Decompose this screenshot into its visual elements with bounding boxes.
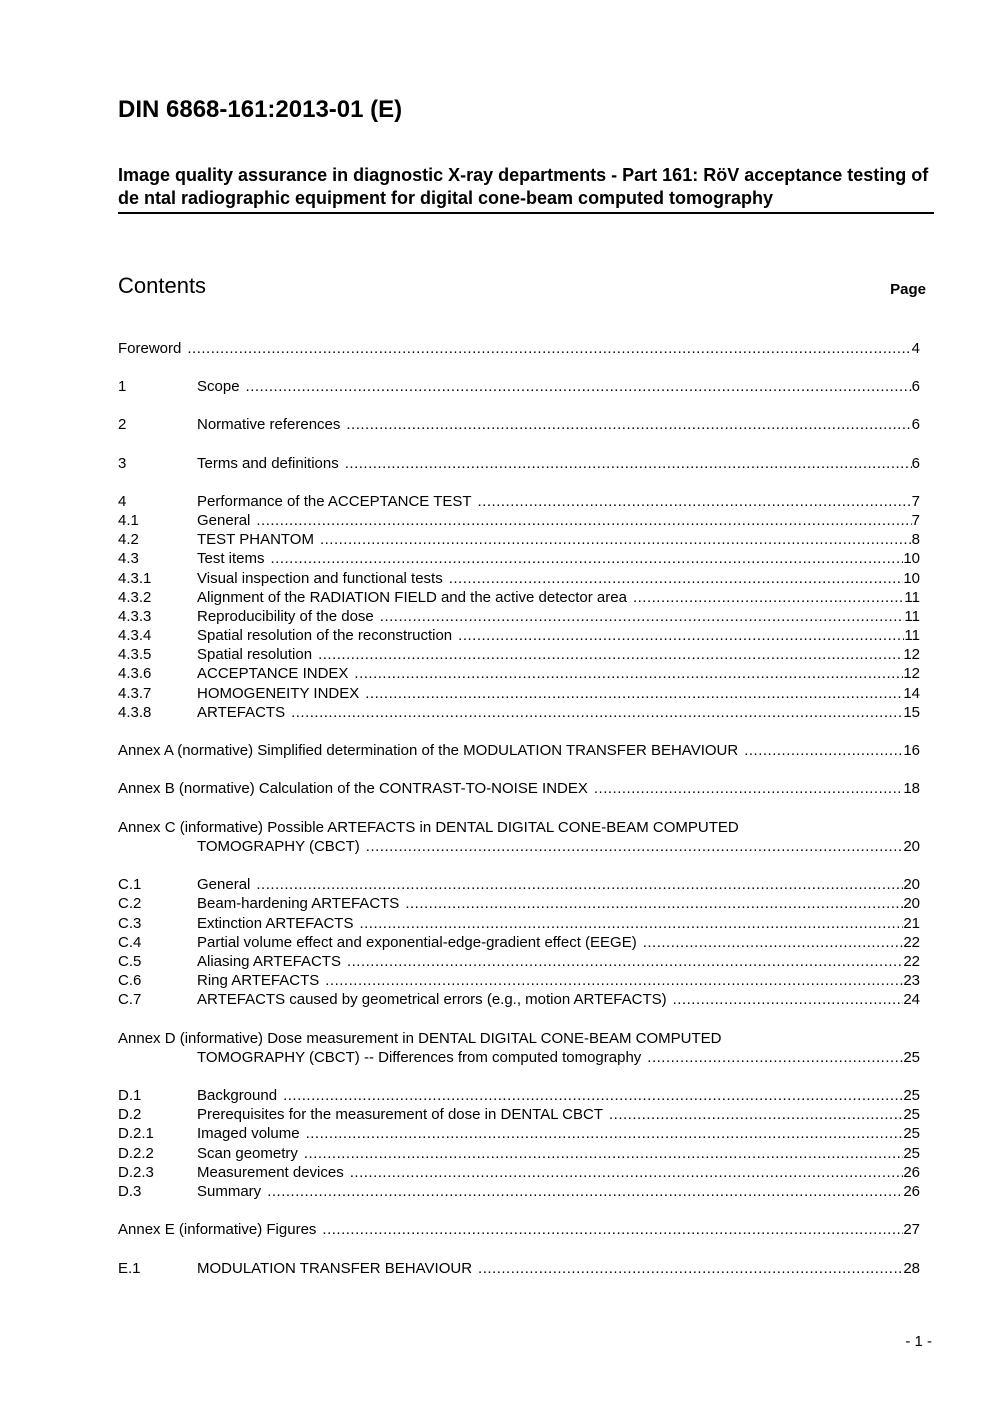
toc-entry-title: MODULATION TRANSFER BEHAVIOUR [197,1260,473,1277]
toc-entry-number: D.2 [118,1106,142,1123]
toc-entry-number: 4.3.6 [118,665,152,682]
toc-entry-number: 4.2 [118,531,139,548]
toc-entry-4-1[interactable] [118,511,920,530]
toc-entry-number: C.2 [118,895,142,912]
toc-entry-4-3-3[interactable] [118,607,920,626]
leader-dots [405,894,903,913]
leader-dots [283,1086,903,1105]
toc-entry-number: C.3 [118,915,142,932]
toc-entry-title: ARTEFACTS [197,704,286,721]
leader-dots [320,530,912,549]
leader-dots [318,645,903,664]
toc-entry-page: 25 [903,1049,920,1066]
toc-entry-4-3-1[interactable] [118,569,920,588]
toc-entry-page: 11 [904,589,920,606]
toc-entry-page: 20 [903,895,920,912]
toc-entry-number: 4.3.7 [118,685,152,702]
leader-dots [478,1259,903,1278]
toc-entry-title: Annex A (normative) Simplified determination of the MODULATION TRANSFER BEHAVIOUR [118,742,739,759]
toc-entry-number: C.5 [118,953,142,970]
toc-entry-title: Reproducibility of the dose [197,608,374,625]
document-id: DIN 6868-161:2013-01 (E) [118,96,403,123]
toc-entry-terms-definitions[interactable] [118,454,920,473]
toc-entry-title: Test items [197,550,265,567]
leader-dots [594,779,903,798]
toc-entry-page: 11 [904,608,920,625]
toc-entry-normative-references[interactable] [118,415,920,434]
toc-entry-page: 11 [904,627,920,644]
toc-entry-title: Prerequisites for the measurement of dose in DENTAL CBCT [197,1106,603,1123]
toc-entry-number: 4 [118,493,127,510]
toc-entry-d-2-1[interactable] [118,1124,920,1143]
leader-dots [291,703,903,722]
leader-dots [609,1105,903,1124]
toc-entry-title: Terms and definitions [197,455,339,472]
leader-dots [325,971,903,990]
toc-entry-title: Imaged volume [197,1125,300,1142]
toc-entry-number: C.7 [118,991,142,1008]
toc-entry-number: 4.3 [118,550,139,567]
toc-entry-c-7[interactable] [118,990,920,1009]
toc-entry-number: 4.1 [118,512,139,529]
toc-entry-annex-d[interactable] [118,1048,920,1067]
toc-entry-page: 22 [903,953,920,970]
toc-entry-title: TEST PHANTOM [197,531,314,548]
leader-dots [256,875,903,894]
toc-entry-title: Ring ARTEFACTS [197,972,320,989]
toc-entry-number: D.2.1 [118,1125,154,1142]
page-number: - 1 - [905,1333,932,1350]
toc-entry-title: HOMOGENEITY INDEX [197,685,360,702]
toc-entry-title: Beam-hardening ARTEFACTS [197,895,400,912]
toc-entry-annex-d-line1[interactable]: Annex D (informative) Dose measurement in DENTAL DIGITAL CONE-BEAM COMPUTED [118,1030,722,1047]
leader-dots [380,607,905,626]
toc-entry-4-3-2[interactable] [118,588,920,607]
toc-entry-title: Annex B (normative) Calculation of the CONTRAST-TO-NOISE INDEX [118,780,588,797]
toc-entry-number: E.1 [118,1260,141,1277]
toc-entry-title: Partial volume effect and exponential-edge-gradient effect (EEGE) [197,934,637,951]
toc-entry-d-2-3[interactable] [118,1163,920,1182]
document-title: Image quality assurance in diagnostic X-ray departments - Part 161: RöV acceptance testing of de ntal radiographic equipment for digital cone-beam computed tomography [118,164,934,214]
toc-entry-page: 7 [911,512,920,529]
toc-entry-page: 28 [903,1260,920,1277]
toc-entry-title: Annex E (informative) Figures [118,1221,317,1238]
toc-entry-number: 2 [118,416,127,433]
toc-entry-number: 4.3.8 [118,704,152,721]
toc-entry-title: TOMOGRAPHY (CBCT) [197,838,360,855]
toc-entry-number: D.3 [118,1183,142,1200]
toc-entry-4-3-5[interactable] [118,645,920,664]
toc-entry-c-2[interactable] [118,894,920,913]
toc-entry-annex-b[interactable] [118,779,920,798]
leader-dots [304,1144,903,1163]
toc-entry-e-1[interactable] [118,1259,920,1278]
toc-entry-scope[interactable] [118,377,920,396]
toc-entry-number: 4.3.5 [118,646,152,663]
toc-entry-title: Performance of the ACCEPTANCE TEST [197,493,472,510]
toc-entry-annex-c[interactable] [118,837,920,856]
toc-entry-page: 6 [911,455,920,472]
toc-entry-annex-a[interactable] [118,741,920,760]
toc-entry-page: 20 [903,838,920,855]
leader-dots [643,933,904,952]
toc-entry-title: TOMOGRAPHY (CBCT) -- Differences from computed tomography [197,1049,642,1066]
toc-entry-title: Normative references [197,416,341,433]
toc-entry-4-3-7[interactable] [118,684,920,703]
toc-entry-page: 6 [911,378,920,395]
toc-entry-c-6[interactable] [118,971,920,990]
toc-entry-page: 12 [903,646,920,663]
toc-entry-d-2[interactable] [118,1105,920,1124]
toc-entry-page: 10 [903,550,920,567]
toc-entry-number: 4.3.3 [118,608,152,625]
toc-entry-title: Alignment of the RADIATION FIELD and the active detector area [197,589,627,606]
leader-dots [256,511,911,530]
toc-entry-title: Spatial resolution [197,646,313,663]
toc-entry-title: Extinction ARTEFACTS [197,915,354,932]
leader-dots [633,588,904,607]
toc-entry-page: 25 [903,1145,920,1162]
toc-entry-d-3[interactable] [118,1182,920,1201]
leader-dots [478,492,912,511]
toc-entry-4-3[interactable] [118,549,920,568]
toc-entry-4-3-8[interactable] [118,703,920,722]
leader-dots [359,914,903,933]
toc-entry-page: 26 [903,1164,920,1181]
toc-entry-page: 23 [903,972,920,989]
toc-entry-number: 1 [118,378,127,395]
toc-entry-c-4[interactable] [118,933,920,952]
toc-entry-page: 10 [903,570,920,587]
toc-entry-page: 25 [903,1087,920,1104]
toc-entry-page: 8 [911,531,920,548]
leader-dots [365,684,903,703]
toc-entry-page: 15 [903,704,920,721]
toc-entry-page: 26 [903,1183,920,1200]
toc-entry-number: 4.3.1 [118,570,152,587]
toc-entry-page: 18 [903,780,920,797]
toc-entry-title: ACCEPTANCE INDEX [197,665,349,682]
toc-entry-page: 7 [911,493,920,510]
toc-entry-number: C.6 [118,972,142,989]
leader-dots [246,377,912,396]
toc-entry-page: 14 [903,685,920,702]
toc-entry-number: 4.3.2 [118,589,152,606]
toc-entry-title: Visual inspection and functional tests [197,570,443,587]
leader-dots [271,549,904,568]
toc-entry-title: Scope [197,378,240,395]
toc-entry-page: 20 [903,876,920,893]
toc-entry-page: 22 [903,934,920,951]
toc-entry-number: D.2.3 [118,1164,154,1181]
toc-entry-title: General [197,512,251,529]
toc-entry-d-2-2[interactable] [118,1144,920,1163]
toc-entry-page: 27 [903,1221,920,1238]
toc-entry-foreword[interactable] [118,339,920,358]
toc-entry-4-2[interactable] [118,530,920,549]
toc-entry-number: D.1 [118,1087,142,1104]
leader-dots [347,952,903,971]
leader-dots [449,569,904,588]
toc-entry-number: 4.3.4 [118,627,152,644]
page-column-label: Page [890,281,926,298]
leader-dots [267,1182,903,1201]
toc-entry-title: Scan geometry [197,1145,298,1162]
toc-entry-acceptance-test[interactable] [118,492,920,511]
toc-entry-number: C.4 [118,934,142,951]
leader-dots [458,626,904,645]
toc-entry-title: Background [197,1087,278,1104]
toc-entry-page: 25 [903,1125,920,1142]
toc-entry-c-1[interactable] [118,875,920,894]
toc-entry-c-3[interactable] [118,914,920,933]
leader-dots [673,990,904,1009]
toc-entry-page: 25 [903,1106,920,1123]
toc-entry-page: 16 [903,742,920,759]
toc-entry-page: 4 [911,340,920,357]
leader-dots [322,1220,903,1239]
leader-dots [366,837,904,856]
toc-entry-title: Summary [197,1183,262,1200]
toc-entry-annex-c-line1[interactable]: Annex C (informative) Possible ARTEFACTS in DENTAL DIGITAL CONE-BEAM COMPUTED [118,819,739,836]
toc-entry-c-5[interactable] [118,952,920,971]
leader-dots [187,339,911,358]
toc-entry-title: ARTEFACTS caused by geometrical errors (e.g., motion ARTEFACTS) [197,991,667,1008]
toc-entry-annex-e[interactable] [118,1220,920,1239]
leader-dots [306,1124,904,1143]
toc-entry-number: 3 [118,455,127,472]
toc-entry-4-3-6[interactable] [118,664,920,683]
toc-entry-title: Spatial resolution of the reconstruction [197,627,453,644]
toc-entry-number: D.2.2 [118,1145,154,1162]
leader-dots [346,415,911,434]
leader-dots [744,741,903,760]
leader-dots [647,1048,903,1067]
toc-entry-4-3-4[interactable] [118,626,920,645]
toc-entry-page: 21 [903,915,920,932]
toc-entry-page: 24 [903,991,920,1008]
toc-entry-title: Measurement devices [197,1164,344,1181]
toc-entry-page: 12 [903,665,920,682]
toc-entry-number: C.1 [118,876,142,893]
leader-dots [345,454,912,473]
toc-entry-d-1[interactable] [118,1086,920,1105]
toc-entry-page: 6 [911,416,920,433]
contents-heading: Contents [118,273,207,298]
leader-dots [350,1163,904,1182]
toc-entry-title: Aliasing ARTEFACTS [197,953,341,970]
toc-entry-title: General [197,876,251,893]
toc-entry-title: Foreword [118,340,182,357]
leader-dots [354,664,903,683]
